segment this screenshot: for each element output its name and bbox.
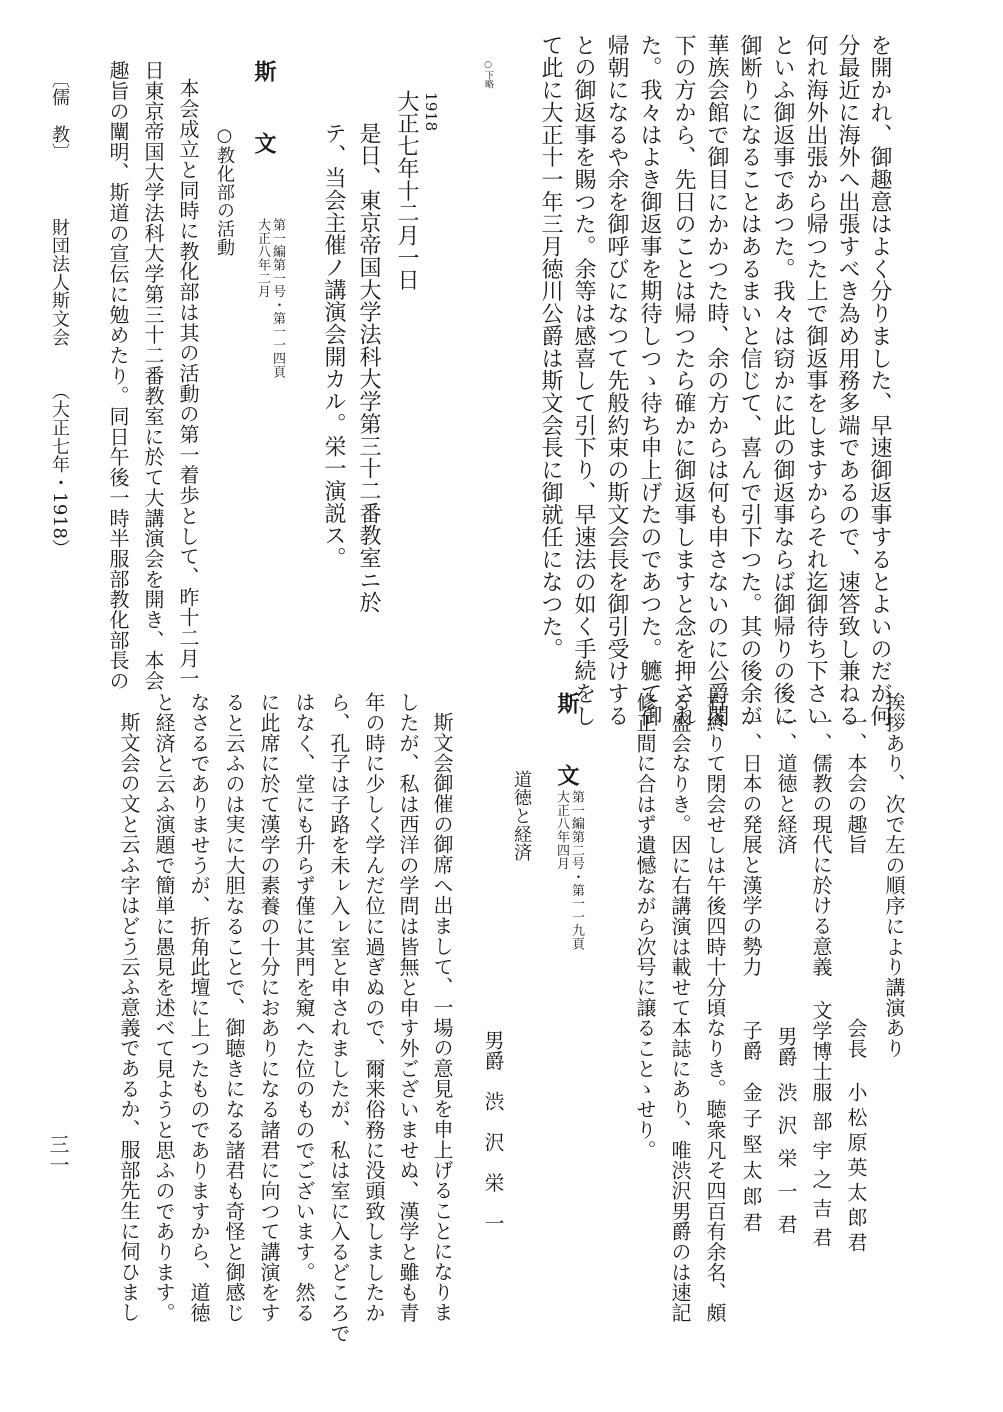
text-line: 華族会館で御目にかかつた時、余の方からは何も申さないのに公爵閣 (704, 34, 729, 727)
program-title: 一、道徳と経済 (774, 712, 798, 855)
text-line: て此に大正十一年三月徳川公爵は斯文会長に御就任になつた。 (538, 34, 563, 660)
program-role: 会長 (844, 1018, 868, 1059)
program-speaker: 服部宇之吉君 (809, 1082, 833, 1256)
text-line: を開かれ、御趣意はよく分りました、早速御返事するとよいのだが何 (867, 34, 892, 727)
program-role: 男爵 (774, 1026, 798, 1067)
program-title: 一、日本の発展と漢学の勢力 (739, 712, 763, 977)
entry-date: 大正七年十二月一日 (394, 90, 419, 292)
body-line: と経済と云ふ演題で簡単に愚見を述べて見ようと思ふのであります。 (152, 692, 176, 1323)
omission-note: ○下略 (483, 60, 493, 90)
body-line: ら、孔子は子路を未ㇾ入ㇾ室と申されましたが、私は室に入るどころで (327, 692, 351, 1344)
program-title: 一、儒教の現代に於ける意義 (809, 712, 833, 977)
entry-text-line: 是日、東京帝国大学法科大学第三十二番教室ニ於 (356, 122, 381, 614)
body-line: 日東京帝国大学法科大学第三十二番教室に於て大講演会を開き、本会 (141, 60, 165, 691)
body-line: 斯文会御催の御席へ出まして、一場の意見を申上げることになりま (430, 712, 454, 1323)
body-line: なさるでありませうが、折角此壇に上つたものでありますから、道徳 (187, 692, 211, 1323)
source-reference: 第一編第二号・第一一九頁 (569, 790, 584, 951)
program-role: 子爵 (739, 1020, 763, 1061)
footer-year: （大正七年・1918） (49, 382, 70, 558)
text-line: 帰朝になるや余を御呼びになつて先般約束の斯文会長を御引受けする (604, 34, 629, 727)
source-reference: 第一編第一号・第一一四頁 (270, 218, 285, 379)
entry-text-line: テ、当会主催ノ講演会開カル。栄一演説ス。 (321, 122, 346, 569)
closing-line: る盛会なりき。因に右講演は載せて本誌にあり、唯渋沢男爵のは速記 (668, 692, 692, 1323)
text-line: 何れ海外出張から帰つた上で御返事をしますからそれ迄御待ち下さい (803, 34, 828, 727)
text-line: 御断りになることはあるまいと信じて、喜んで引下つた。其の後余が (737, 34, 762, 727)
text-line: といふ御返事であつた。我々は窃かに此の御返事ならば御帰りの後に (770, 34, 795, 727)
source-date: 大正八年四月 (554, 790, 569, 871)
source-date: 大正八年二月 (255, 218, 270, 299)
body-line: ると云ふのは実に大胆なることで、御聴きになる諸君も奇怪と御感じ (222, 692, 246, 1323)
closing-line: 修正間に合はず遺憾ながら次号に譲ることゝせり。 (633, 692, 657, 1161)
article-author: 男爵 渋 沢 栄 一 (481, 1030, 505, 1234)
section-heading: ○教化部の活動 (214, 125, 235, 257)
body-line: 斯文会の文と云ふ字はどう云ふ意義であるか、服部先生に伺ひまし (117, 712, 141, 1323)
program-speaker: 小松原英太郎君 (844, 1082, 868, 1257)
text-line: との御返事を賜つた。余等は感喜して引下り、早速法の如く手続をし (571, 34, 596, 727)
year-label: 1918 (422, 92, 440, 132)
footer-category: 〔儒 教〕 (49, 70, 70, 162)
body-line: に此席に於て漢学の素養の十分におありになる諸君に向つて講演をす (257, 692, 281, 1323)
body-line: 本会成立と同時に教化部は其の活動の第一着歩として、昨十二月一 (176, 78, 200, 689)
program-speaker: 金子堅太郎君 (739, 1082, 763, 1238)
source-title: 斯 文 (251, 60, 277, 168)
text-line: 下の方から、先日のことは帰つたら確かに御返事しますと念を押され (671, 34, 696, 727)
program-title: 一、本会の趣旨 (844, 712, 868, 855)
body-line: 年の時に少しく学んだ位に過ぎぬので、爾来俗務に没頭致しましたか (362, 692, 386, 1323)
footer-organization: 財団法人斯文会 (49, 218, 70, 347)
program-speaker: 渋沢栄一君 (774, 1082, 798, 1247)
text-line: た。我々はよき御返事を期待しつゝ待ち申上げたのであつた。軈て御 (637, 34, 662, 727)
source-title: 斯 文 (554, 692, 580, 800)
closing-line: 右終りて閉会せしは午後四時十分頃なりき。聴衆凡そ四百有余名、頗 (703, 692, 727, 1323)
body-line: したが、私は西洋の学問は皆無と申す外ございませぬ、漢学と雖も青 (396, 692, 420, 1323)
text-line: 分最近に海外へ出張すべき為め用務多端であるので、速答致し兼ねる (835, 34, 860, 727)
page-number: 三一 (46, 1134, 70, 1175)
program-role: 文学博士 (809, 1000, 833, 1082)
article-title: 道徳と経済 (511, 770, 532, 862)
body-line: 趣旨の闡明、斯道の宣伝に勉めたり。同日午後一時半服部教化部長の (106, 60, 130, 691)
intro-line: 挨拶あり、次で左の順序により講演あり (882, 692, 906, 1059)
body-line: はなく、堂にも升らず僅に其門を窺へた位のものでございます。然る (292, 692, 316, 1323)
